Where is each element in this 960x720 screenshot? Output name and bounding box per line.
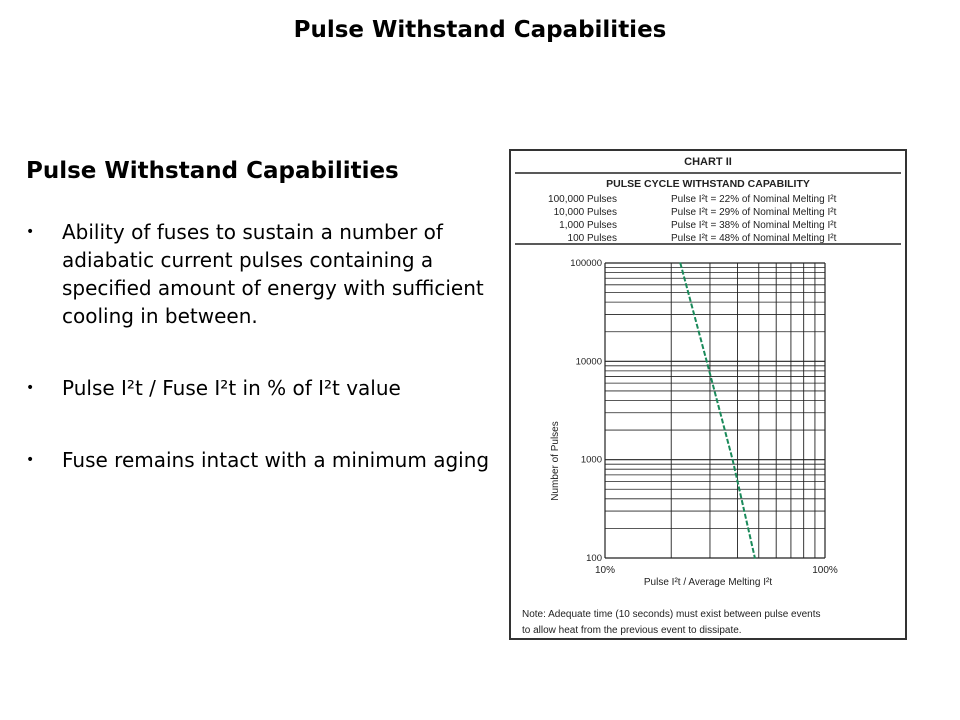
bullet-text: Pulse I²t / Fuse I²t in % of I²t value bbox=[62, 376, 401, 400]
pulse-chart bbox=[511, 151, 905, 638]
chart-note-line: to allow heat from the previous event to dissipate. bbox=[522, 625, 742, 636]
y-tick-label: 10000 bbox=[575, 356, 602, 368]
chart-title: PULSE CYCLE WITHSTAND CAPABILITY bbox=[606, 178, 810, 190]
table-pulses-cell: 100 Pulses bbox=[567, 233, 617, 244]
data-point bbox=[732, 459, 734, 461]
bullet-text: Ability of fuses to sustain a number of adiabatic current pulses containing a specified amount of energy with sufficient cooling in between. bbox=[62, 220, 484, 328]
data-point bbox=[706, 361, 708, 363]
content-heading: Pulse Withstand Capabilities bbox=[26, 158, 399, 184]
plot-area bbox=[570, 258, 838, 576]
x-tick-label: 100% bbox=[812, 565, 838, 576]
series-line bbox=[680, 263, 755, 558]
table-pulses-cell: 100,000 Pulses bbox=[548, 194, 617, 205]
y-axis-label: Number of Pulses bbox=[550, 421, 561, 501]
x-tick-label: 10% bbox=[594, 565, 616, 576]
bullet-glyph: • bbox=[26, 380, 35, 396]
table-spec-cell: Pulse I²t = 29% of Nominal Melting I²t bbox=[671, 207, 837, 218]
data-point bbox=[680, 262, 682, 264]
table-spec-cell: Pulse I²t = 22% of Nominal Melting I²t bbox=[671, 194, 837, 205]
y-tick-label: 100 bbox=[586, 553, 602, 564]
y-tick-label: 1000 bbox=[580, 454, 602, 466]
data-point bbox=[754, 557, 756, 559]
x-axis-label: Pulse I²t / Average Melting I²t bbox=[643, 577, 773, 588]
bullet-glyph: • bbox=[26, 224, 35, 240]
y-tick-label: 100000 bbox=[570, 258, 602, 269]
bullet-text: Fuse remains intact with a minimum aging bbox=[62, 448, 490, 472]
bullet-item bbox=[26, 374, 496, 402]
bullet-glyph: • bbox=[26, 452, 35, 468]
bullet-item bbox=[26, 218, 496, 330]
content-panel bbox=[26, 158, 496, 518]
bullet-item bbox=[26, 446, 496, 474]
slide-title: Pulse Withstand Capabilities bbox=[293, 17, 667, 43]
chart-panel bbox=[509, 149, 907, 640]
table-pulses-cell: 1,000 Pulses bbox=[559, 220, 617, 231]
spec-table bbox=[548, 194, 837, 244]
table-spec-cell: Pulse I²t = 48% of Nominal Melting I²t bbox=[671, 233, 837, 244]
table-pulses-cell: 10,000 Pulses bbox=[553, 207, 617, 218]
chart-note-line: Note: Adequate time (10 seconds) must exist between pulse events bbox=[522, 609, 821, 620]
bullet-list bbox=[26, 218, 496, 474]
chart-label: CHART II bbox=[684, 156, 732, 168]
table-spec-cell: Pulse I²t = 38% of Nominal Melting I²t bbox=[671, 220, 837, 231]
